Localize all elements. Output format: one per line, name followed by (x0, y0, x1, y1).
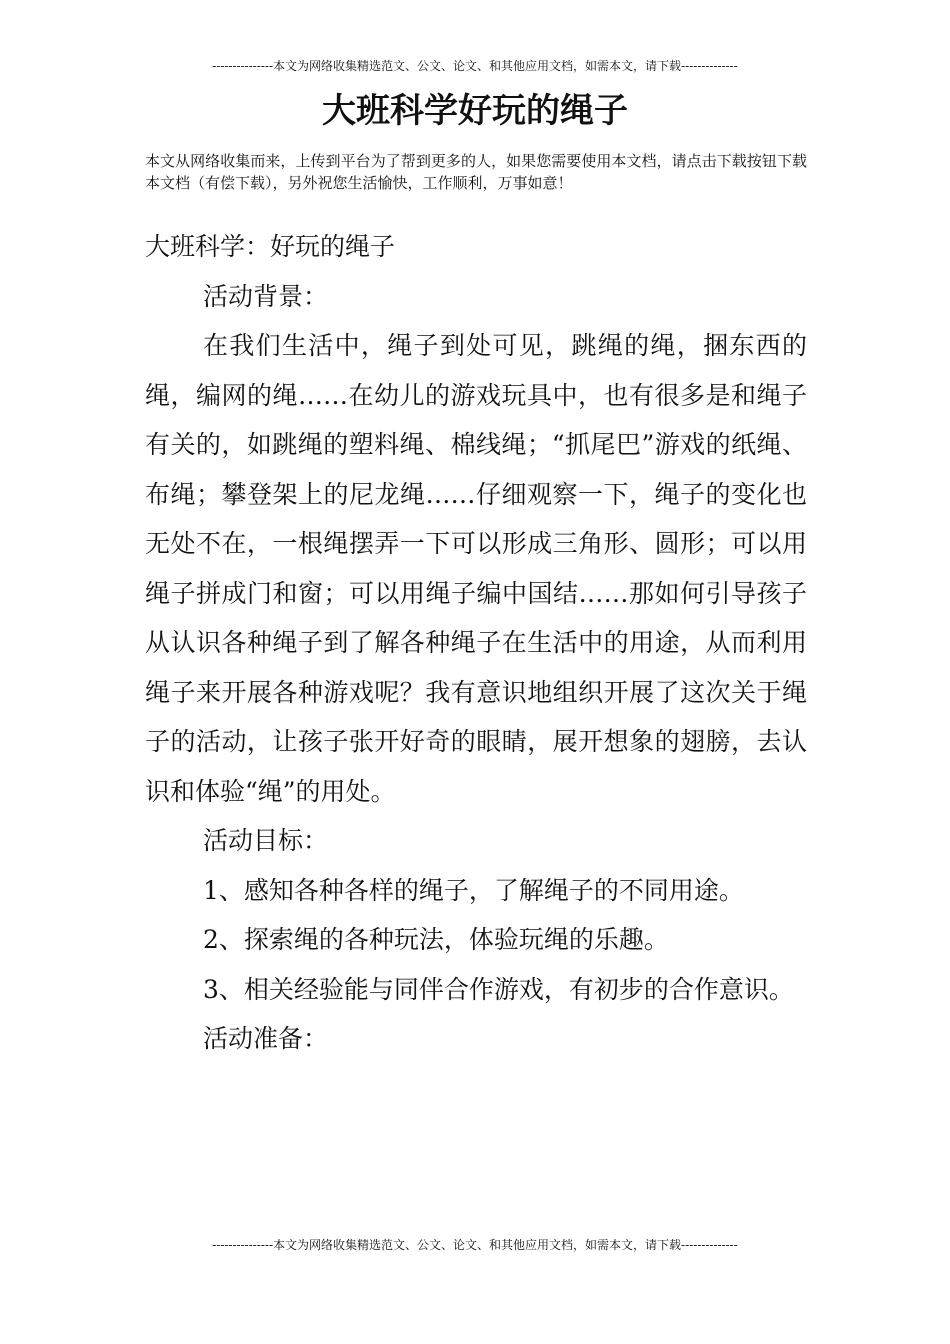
page-footer-banner: ---------------本文为网络收集精选范文、公文、论文、和其他应用文档，如需本文，请下载-------------- (212, 1238, 738, 1252)
paragraph-activity-background: 在我们生活中，绳子到处可见，跳绳的绳，捆东西的绳，编网的绳……在幼儿的游戏玩具中，也有很多是和绳子有关的，如跳绳的塑料绳、棉线绳；“抓尾巴”游戏的纸绳、布绳；攀登架上的尼龙绳……仔细观察一下，绳子的变化也无处不在，一根绳摆弄一下可以形成三角形、圆形；可以用绳子拼成门和窗；可以用绳子编中国结……那如何引导孩子从认识各种绳子到了解各种绳子在生活中的用途，从而利用绳子来开展各种游戏呢？我有意识地组织开展了这次关于绳子的活动，让孩子张开好奇的眼睛，展开想象的翅膀，去认识和体验“绳”的用处。 (145, 331, 807, 806)
heading-activity-goals: 活动目标： (203, 826, 329, 855)
intro-paragraph: 本文从网络收集而来，上传到平台为了帮到更多的人，如果您需要使用本文档，请点击下载按钮下载本文档（有偿下载），另外祝您生活愉快，工作顺利，万事如意！ (145, 152, 807, 192)
goal-item-2: 2、探索绳的各种玩法，体验玩绳的乐趣。 (203, 925, 669, 954)
heading-activity-background: 活动背景： (203, 281, 329, 311)
heading-activity-preparation: 活动准备： (203, 1024, 329, 1053)
goal-item-1: 1、感知各种各样的绳子，了解绳子的不同用途。 (203, 875, 744, 905)
section-subtitle: 大班科学：好玩的绳子 (145, 232, 396, 261)
document-body (145, 222, 807, 1064)
goal-item-3: 3、相关经验能与同伴合作游戏，有初步的合作意识。 (203, 974, 794, 1004)
document-title: 大班科学好玩的绳子 (322, 91, 628, 131)
page-header-banner: ---------------本文为网络收集精选范文、公文、论文、和其他应用文档，如需本文，请下载-------------- (212, 59, 738, 73)
